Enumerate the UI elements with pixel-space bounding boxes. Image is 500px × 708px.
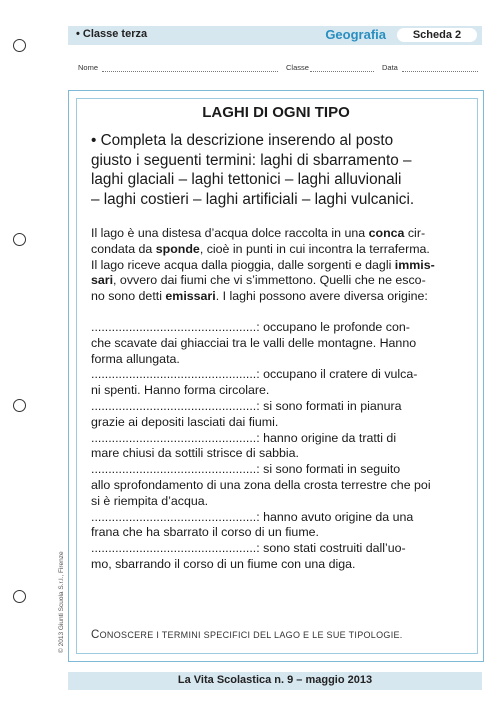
learning-objective	[91, 629, 471, 641]
objective-text: ONOSCERE I TERMINI SPECIFICI DEL LAGO E LE SUE TIPOLOGIE.	[99, 630, 403, 640]
item-line: frana che ha sbarrato il corso di un fiume.	[91, 525, 319, 540]
binder-hole-2	[13, 233, 26, 246]
binder-hole-4	[13, 590, 26, 603]
item-line-blank[interactable]: ................................................: hanno avuto origine da una	[91, 509, 414, 524]
binder-hole-3	[13, 399, 26, 412]
keyword-immissari-end: sari	[91, 273, 114, 288]
footer-bar	[68, 672, 482, 690]
text: , ovvero dai fiumi che vi s’immettono. Quelli che ne esco-	[113, 273, 426, 288]
exercise-body	[91, 226, 467, 573]
text: Il lago riceve acqua dalla pioggia, dalle sorgenti e dagli	[91, 257, 395, 272]
keyword-emissari: emissari	[165, 289, 216, 304]
class-field-label: Classe	[286, 63, 309, 72]
date-field[interactable]	[402, 63, 478, 72]
intro-line	[91, 289, 467, 305]
objective-initial: C	[91, 629, 100, 641]
text: cir-	[404, 226, 426, 240]
text: no sono detti	[91, 289, 166, 304]
item-line: allo sprofondamento di una zona della crosta terrestre che poi	[91, 477, 431, 492]
item-line: grazie ai depositi lasciati dai fiumi.	[91, 414, 279, 429]
footer-text: La Vita Scolastica n. 9 – maggio 2013	[177, 674, 373, 686]
intro-line	[91, 242, 467, 258]
instructions	[91, 131, 467, 209]
instruction-line: • Completa la descrizione inserendo al posto	[91, 132, 394, 149]
text: , cioè in punti in cui incontra la terraferma.	[199, 241, 430, 256]
item-line: ni spenti. Hanno forma circolare.	[91, 383, 270, 398]
item-line: si è riempita d’acqua.	[91, 493, 209, 508]
keyword-conca: conca	[368, 226, 405, 240]
item-line-blank[interactable]: ................................................: si sono formati in pianura	[91, 398, 402, 413]
item-line-blank[interactable]: ................................................: occupano il cratere di vulca-	[91, 367, 418, 382]
keyword-sponde: sponde	[155, 241, 200, 256]
text: . I laghi possono avere diversa origine:	[215, 289, 428, 304]
intro-line	[91, 258, 467, 274]
item-line: che scavate dai ghiacciai tra le valli delle montagne. Hanno	[91, 335, 417, 350]
instruction-line: giusto i seguenti termini: laghi di sbarramento –	[91, 151, 412, 169]
sheet-badge: Scheda 2	[397, 28, 477, 42]
intro-line	[91, 273, 467, 289]
item-line-blank[interactable]: ................................................: si sono formati in seguito	[91, 462, 401, 477]
text: Il lago è una distesa d’acqua dolce raccolta in una	[91, 226, 369, 240]
text: condata da	[91, 241, 156, 256]
header-bar	[68, 26, 482, 45]
subject-title: Geografia	[325, 27, 386, 42]
worksheet-title: LAGHI DI OGNI TIPO	[202, 104, 350, 121]
intro-line	[91, 226, 467, 242]
item-line-blank[interactable]: ................................................: hanno origine da tratti di	[91, 430, 397, 445]
instruction-line: laghi glaciali – laghi tettonici – laghi alluvionali	[91, 171, 402, 188]
item-line: mo, sbarrando il corso di un fiume con una diga.	[91, 556, 356, 571]
copyright-note: © 2013 Giunti Scuola S.r.l., Firenze	[58, 551, 65, 653]
item-line: mare chiusi da sottili strisce di sabbia.	[91, 446, 299, 461]
item-line: forma allungata.	[91, 351, 180, 366]
date-label: Data	[382, 63, 398, 72]
item-line-blank[interactable]: ................................................: sono stati costruiti dall’uo-	[91, 541, 406, 556]
class-label: • Classe terza	[76, 28, 148, 40]
keyword-immissari: immis-	[394, 257, 435, 272]
name-row	[78, 63, 478, 75]
item-line-blank[interactable]: ................................................: occupano le profonde con-	[91, 319, 410, 334]
binder-hole-1	[13, 39, 26, 52]
class-field[interactable]	[310, 63, 374, 72]
name-label: Nome	[78, 63, 99, 72]
instruction-line: – laghi costieri – laghi artificiali – laghi vulcanici.	[91, 190, 415, 208]
name-field[interactable]	[102, 63, 278, 72]
